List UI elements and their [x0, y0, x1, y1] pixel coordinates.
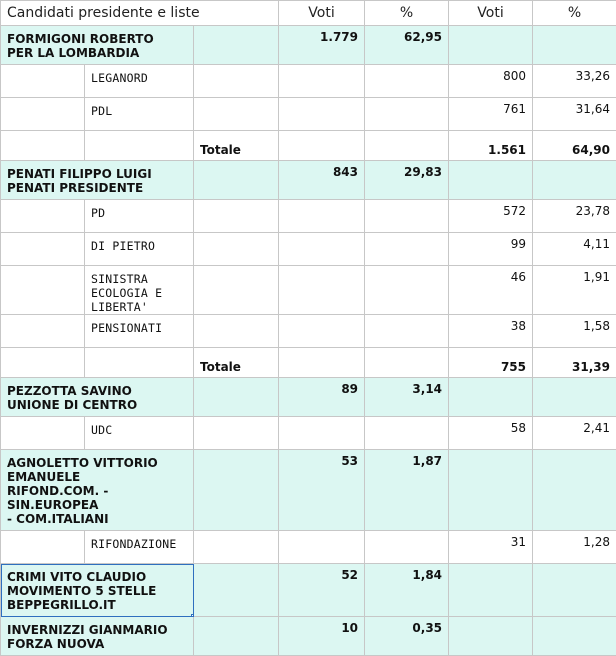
header-list-percent[interactable]: %	[533, 1, 616, 26]
candidate-row	[1, 26, 616, 65]
empty-cell[interactable]	[365, 200, 449, 233]
list-votes[interactable]: 38	[449, 315, 533, 348]
candidate-row	[1, 450, 616, 531]
empty-cell[interactable]	[279, 65, 365, 98]
candidate-votes[interactable]: 89	[279, 378, 365, 417]
list-row	[1, 315, 616, 348]
list-percent[interactable]: 33,26	[533, 65, 616, 98]
list-votes[interactable]: 31	[449, 531, 533, 564]
candidate-name[interactable]: INVERNIZZI GIANMARIO FORZA NUOVA	[1, 617, 194, 656]
empty-cell[interactable]	[533, 450, 616, 531]
empty-cell[interactable]	[449, 450, 533, 531]
empty-cell[interactable]	[365, 65, 449, 98]
list-row	[1, 531, 616, 564]
candidate-percent[interactable]: 3,14	[365, 378, 449, 417]
list-row	[1, 266, 616, 315]
empty-cell[interactable]	[279, 200, 365, 233]
empty-cell[interactable]	[533, 564, 616, 617]
candidate-percent[interactable]: 29,83	[365, 161, 449, 200]
candidate-name[interactable]: PENATI FILIPPO LUIGI PENATI PRESIDENTE	[1, 161, 194, 200]
list-row	[1, 233, 616, 266]
empty-cell[interactable]	[1, 98, 85, 131]
total-percent[interactable]: 64,90	[533, 131, 616, 161]
list-percent[interactable]: 31,64	[533, 98, 616, 131]
list-votes[interactable]: 58	[449, 417, 533, 450]
total-percent[interactable]: 31,39	[533, 348, 616, 378]
list-row	[1, 65, 616, 98]
total-row	[1, 348, 616, 378]
list-votes[interactable]: 572	[449, 200, 533, 233]
candidate-votes[interactable]: 843	[279, 161, 365, 200]
empty-cell[interactable]	[194, 315, 279, 348]
list-percent[interactable]: 23,78	[533, 200, 616, 233]
empty-cell[interactable]	[279, 417, 365, 450]
candidate-votes[interactable]: 1.779	[279, 26, 365, 65]
candidate-votes[interactable]: 53	[279, 450, 365, 531]
empty-cell[interactable]	[1, 200, 85, 233]
selection-handle[interactable]	[191, 614, 194, 617]
list-row	[1, 417, 616, 450]
empty-cell[interactable]	[365, 315, 449, 348]
header-votes[interactable]: Voti	[279, 1, 365, 26]
candidate-row	[1, 161, 616, 200]
candidate-name[interactable]: FORMIGONI ROBERTO PER LA LOMBARDIA	[1, 26, 194, 65]
empty-cell[interactable]	[194, 233, 279, 266]
empty-cell[interactable]	[449, 161, 533, 200]
empty-cell[interactable]	[194, 200, 279, 233]
empty-cell[interactable]	[279, 531, 365, 564]
list-name[interactable]: RIFONDAZIONE	[85, 531, 194, 564]
empty-cell[interactable]	[194, 617, 279, 656]
empty-cell[interactable]	[194, 98, 279, 131]
list-votes[interactable]: 99	[449, 233, 533, 266]
empty-cell[interactable]	[194, 26, 279, 65]
candidate-row	[1, 564, 616, 617]
candidate-name[interactable]: CRIMI VITO CLAUDIO MOVIMENTO 5 STELLE BEPPEGRILLO.IT	[1, 564, 194, 617]
list-name[interactable]: UDC	[85, 417, 194, 450]
candidate-percent[interactable]: 62,95	[365, 26, 449, 65]
empty-cell[interactable]	[365, 348, 449, 378]
empty-cell[interactable]	[1, 65, 85, 98]
list-name[interactable]: PDL	[85, 98, 194, 131]
empty-cell[interactable]	[365, 131, 449, 161]
empty-cell[interactable]	[449, 378, 533, 417]
empty-cell[interactable]	[279, 266, 365, 315]
list-percent[interactable]: 1,28	[533, 531, 616, 564]
empty-cell[interactable]	[365, 233, 449, 266]
total-label[interactable]: Totale	[194, 348, 279, 378]
empty-cell[interactable]	[1, 131, 85, 161]
empty-cell[interactable]	[365, 417, 449, 450]
empty-cell[interactable]	[1, 417, 85, 450]
empty-cell[interactable]	[279, 315, 365, 348]
results-body	[1, 26, 616, 656]
empty-cell[interactable]	[279, 131, 365, 161]
empty-cell[interactable]	[85, 348, 194, 378]
empty-cell[interactable]	[533, 26, 616, 65]
empty-cell[interactable]	[533, 617, 616, 656]
list-percent[interactable]: 4,11	[533, 233, 616, 266]
candidate-percent[interactable]: 1,84	[365, 564, 449, 617]
empty-cell[interactable]	[194, 266, 279, 315]
list-name[interactable]: PENSIONATI	[85, 315, 194, 348]
empty-cell[interactable]	[194, 417, 279, 450]
candidate-percent[interactable]: 0,35	[365, 617, 449, 656]
list-name[interactable]: DI PIETRO	[85, 233, 194, 266]
empty-cell[interactable]	[194, 378, 279, 417]
list-name[interactable]: LEGANORD	[85, 65, 194, 98]
list-row	[1, 200, 616, 233]
list-percent[interactable]: 1,58	[533, 315, 616, 348]
candidate-votes[interactable]: 10	[279, 617, 365, 656]
empty-cell[interactable]	[279, 233, 365, 266]
header-percent[interactable]: %	[365, 1, 449, 26]
empty-cell[interactable]	[365, 266, 449, 315]
empty-cell[interactable]	[194, 450, 279, 531]
total-votes[interactable]: 1.561	[449, 131, 533, 161]
candidate-row	[1, 378, 616, 417]
total-votes[interactable]: 755	[449, 348, 533, 378]
total-row	[1, 131, 616, 161]
empty-cell[interactable]	[533, 161, 616, 200]
empty-cell[interactable]	[85, 131, 194, 161]
total-label[interactable]: Totale	[194, 131, 279, 161]
empty-cell[interactable]	[449, 564, 533, 617]
empty-cell[interactable]	[1, 315, 85, 348]
empty-cell[interactable]	[449, 26, 533, 65]
list-votes[interactable]: 46	[449, 266, 533, 315]
empty-cell[interactable]	[365, 531, 449, 564]
candidate-percent[interactable]: 1,87	[365, 450, 449, 531]
list-name[interactable]: SINISTRA ECOLOGIA E LIBERTA'	[85, 266, 194, 315]
candidate-name[interactable]: AGNOLETTO VITTORIO EMANUELE RIFOND.COM. - SIN.EUROPEA - COM.ITALIANI	[1, 450, 194, 531]
empty-cell[interactable]	[1, 348, 85, 378]
header-candidates[interactable]: Candidati presidente e liste	[1, 1, 279, 26]
candidate-name[interactable]: PEZZOTTA SAVINO UNIONE DI CENTRO	[1, 378, 194, 417]
empty-cell[interactable]	[1, 531, 85, 564]
list-votes[interactable]: 761	[449, 98, 533, 131]
empty-cell[interactable]	[194, 531, 279, 564]
list-votes[interactable]: 800	[449, 65, 533, 98]
empty-cell[interactable]	[1, 266, 85, 315]
list-percent[interactable]: 1,91	[533, 266, 616, 315]
empty-cell[interactable]	[279, 348, 365, 378]
empty-cell[interactable]	[449, 617, 533, 656]
list-row	[1, 98, 616, 131]
empty-cell[interactable]	[194, 564, 279, 617]
candidate-votes[interactable]: 52	[279, 564, 365, 617]
candidate-row	[1, 617, 616, 656]
empty-cell[interactable]	[279, 98, 365, 131]
empty-cell[interactable]	[194, 161, 279, 200]
header-list-votes[interactable]: Voti	[449, 1, 533, 26]
list-percent[interactable]: 2,41	[533, 417, 616, 450]
empty-cell[interactable]	[365, 98, 449, 131]
empty-cell[interactable]	[1, 233, 85, 266]
empty-cell[interactable]	[533, 378, 616, 417]
header-row	[1, 1, 616, 26]
list-name[interactable]: PD	[85, 200, 194, 233]
empty-cell[interactable]	[194, 65, 279, 98]
